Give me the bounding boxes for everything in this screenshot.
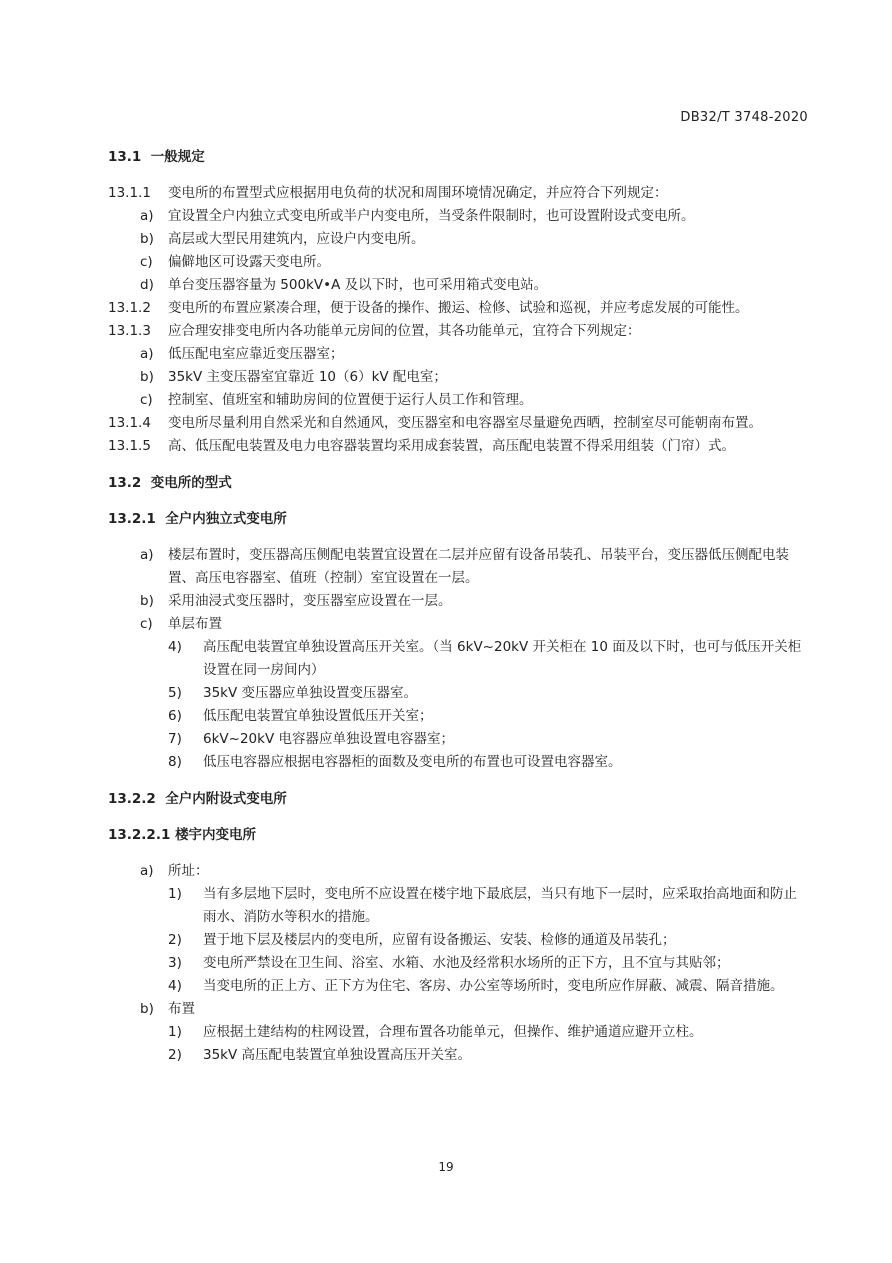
sub-list-item: 3) 变电所严禁设在卫生间、浴室、水箱、水池及经常积水场所的正下方，且不宜与其贴邻； bbox=[168, 955, 730, 971]
list-item: d) 单台变压器容量为 500kV•A 及以下时，也可采用箱式变电站。 bbox=[140, 277, 548, 293]
section-heading-13-2-1: 13.2.1 全户内独立式变电所 bbox=[108, 511, 287, 527]
clause-13-1-5: 13.1.5 高、低压配电装置及电力电容器装置均采用成套装置，高压配电装置不得采用组装（门帘）式。 bbox=[108, 438, 735, 454]
section-heading-13-2-2-1: 13.2.2.1 楼宇内变电所 bbox=[108, 827, 257, 843]
sub-list-item: 5) 35kV 变压器应单独设置变压器室。 bbox=[168, 685, 418, 701]
list-item: a) 宜设置全户内独立式变电所或半户内变电所，当受条件限制时，也可设置附设式变电所。 bbox=[140, 208, 695, 224]
sub-list-item: 6) 低压配电装置宜单独设置低压开关室； bbox=[168, 708, 433, 724]
standard-code: DB32/T 3748-2020 bbox=[680, 110, 808, 125]
section-heading-13-2: 13.2 变电所的型式 bbox=[108, 475, 232, 491]
list-item: b) 采用油浸式变压器时，变压器室应设置在一层。 bbox=[140, 593, 452, 609]
list-item: b) 高层或大型民用建筑内，应设户内变电所。 bbox=[140, 231, 425, 247]
list-item: b) 35kV 主变压器室宜靠近 10（6）kV 配电室； bbox=[140, 369, 447, 385]
list-item: a) 低压配电室应靠近变压器室； bbox=[140, 346, 344, 362]
sub-list-item: 2) 35kV 高压配电装置宜单独设置高压开关室。 bbox=[168, 1047, 472, 1063]
sub-list-item: 8) 低压电容器应根据电容器柜的面数及变电所的布置也可设置电容器室。 bbox=[168, 754, 622, 770]
clause-13-1-2: 13.1.2 变电所的布置应紧凑合理，便于设备的操作、搬运、检修、试验和巡视，并应考虑发展的可能性。 bbox=[108, 300, 749, 316]
page-number: 19 bbox=[438, 1160, 454, 1174]
sub-list-item: 2) 置于地下层及楼层内的变电所，应留有设备搬运、安装、检修的通道及吊装孔； bbox=[168, 932, 676, 948]
clause-13-1-4: 13.1.4 变电所尽量利用自然采光和自然通风，变压器室和电容器室尽量避免西晒，控制室尽可能朝南布置。 bbox=[108, 415, 762, 431]
list-item: b) 布置 bbox=[140, 1001, 195, 1017]
section-heading-13-1: 13.1 一般规定 bbox=[108, 149, 205, 165]
list-item: a) 所址： bbox=[140, 863, 209, 879]
sub-list-item: 4) 高压配电装置宜单独设置高压开关室。（当 6kV~20kV 开关柜在 10 面及以下时，也可与低压开关柜设置在同一房间内） bbox=[168, 639, 802, 678]
sub-list-item: 7) 6kV~20kV 电容器应单独设置电容器室； bbox=[168, 731, 454, 747]
sub-list-item: 1) 应根据土建结构的柱网设置，合理布置各功能单元，但操作、维护通道应避开立柱。 bbox=[168, 1024, 703, 1040]
list-item: c) 控制室、值班室和辅助房间的位置便于运行人员工作和管理。 bbox=[140, 392, 533, 408]
page-content bbox=[108, 146, 808, 1067]
clause-13-1-3: 13.1.3 应合理安排变电所内各功能单元房间的位置，其各功能单元，宜符合下列规定： bbox=[108, 323, 641, 339]
list-item: c) 单层布置 bbox=[140, 616, 222, 632]
sub-list-item: 4) 当变电所的正上方、正下方为住宅、客房、办公室等场所时，变电所应作屏蔽、减震、隔音措施。 bbox=[168, 978, 784, 994]
section-heading-13-2-2: 13.2.2 全户内附设式变电所 bbox=[108, 791, 287, 807]
list-item: c) 偏僻地区可设露天变电所。 bbox=[140, 254, 330, 270]
list-item: a) 楼层布置时，变压器高压侧配电装置宜设置在二层并应留有设备吊装孔、吊装平台，变压器低压侧配电装置、高压电容器室、值班（控制）室宜设置在一层。 bbox=[140, 547, 789, 586]
sub-list-item: 1) 当有多层地下层时，变电所不应设置在楼宇地下最底层，当只有地下一层时，应采取抬高地面和防止雨水、消防水等积水的措施。 bbox=[168, 886, 797, 925]
clause-13-1-1: 13.1.1 变电所的布置型式应根据用电负荷的状况和周围环境情况确定，并应符合下列规定： bbox=[108, 185, 668, 201]
